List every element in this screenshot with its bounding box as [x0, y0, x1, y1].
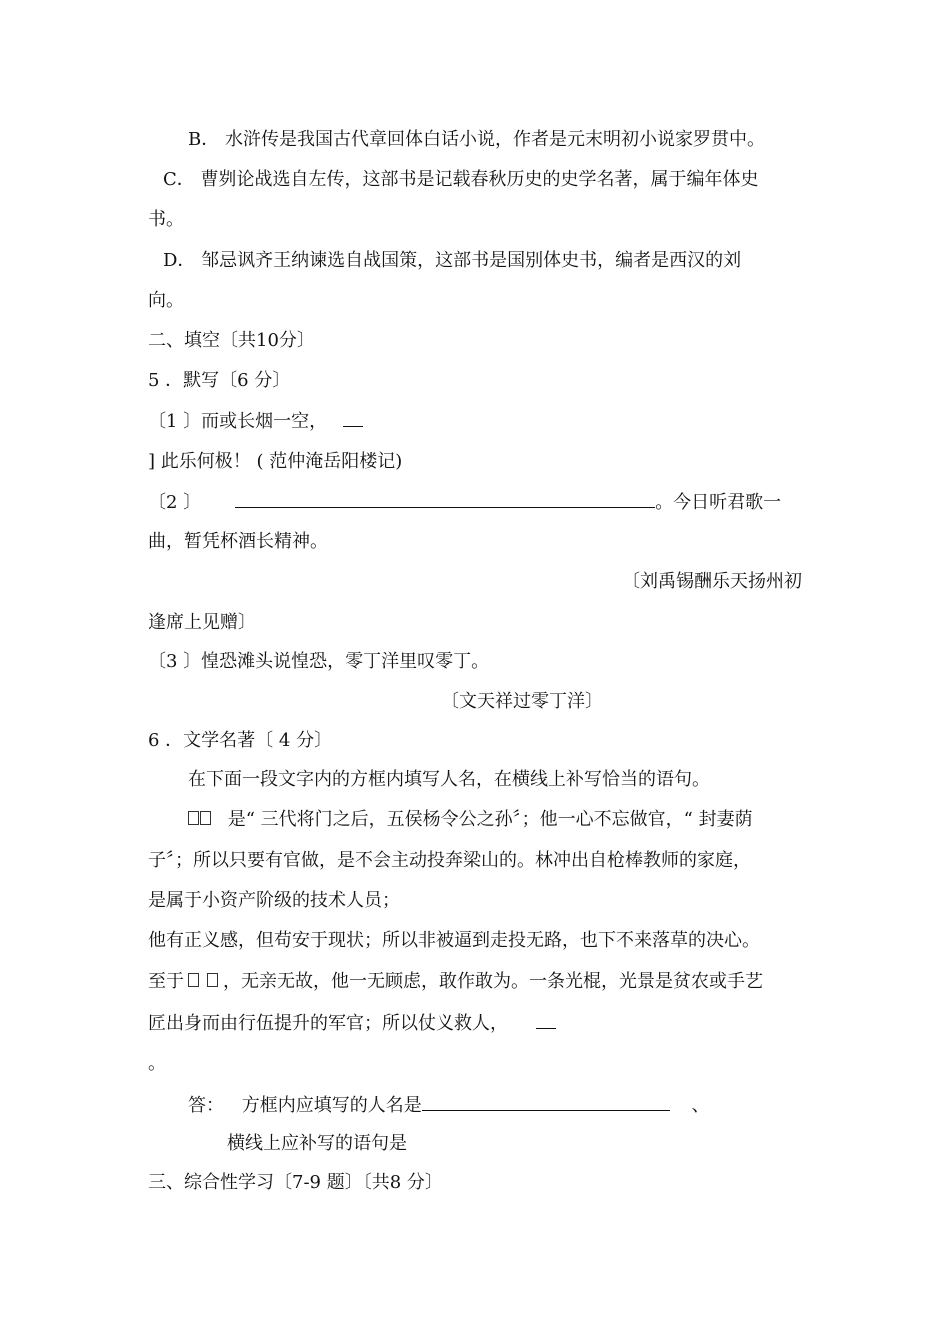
answer-separator: 、 [691, 1095, 710, 1116]
q5-item-2-suffix: 。今日听君歌一 [655, 492, 782, 513]
q6-paragraph-1-text: 是“ 三代将门之后，五侯杨令公之孙〞；他一心不忘做官，“ 封妻荫 [227, 809, 753, 830]
q6-paragraph-3 [148, 970, 763, 994]
q6-answer-sentence: 横线上应补写的语句是 [227, 1133, 407, 1154]
section-2-heading: 二、填空〔共10分〕 [148, 330, 315, 351]
answer-label: 答： [188, 1095, 224, 1116]
q6-sentence-blank[interactable] [536, 1010, 556, 1029]
q6-paragraph-3-end: 。 [148, 1053, 166, 1074]
answer-names-label: 方框内应填写的人名是 [241, 1095, 422, 1116]
option-b: B． 水浒传是我国古代章回体白话小说，作者是元末明初小说家罗贯中。 [188, 129, 765, 150]
name-box-1[interactable] [188, 808, 212, 832]
option-d: D． 邹忌讽齐王纳谏选自战国策，这部书是国别体史书，编者是西汉的刘 [163, 250, 742, 271]
q6-paragraph-3-lead: 至于 [148, 971, 184, 992]
q5-item-3-source: 〔文天祥过零丁洋〕 [441, 691, 603, 712]
q5-item-2-source: 〔刘禹锡酬乐天扬州初 [622, 571, 802, 592]
option-c: C． 曹刿论战选自左传，这部书是记载春秋历史的史学名著，属于编年体史 [163, 169, 759, 190]
q5-item-3: 〔3 〕惶恐滩头说惶恐，零丁洋里叹零丁。 [148, 651, 490, 672]
option-c-cont: 书。 [148, 209, 184, 230]
q5-item-1 [148, 408, 363, 434]
section-3-heading: 三、综合性学习〔7-9 题〕〔共8 分〕 [148, 1172, 443, 1193]
q6-paragraph-1 [188, 808, 753, 832]
question-6-heading: 6 ．文学名著〔 4 分〕 [148, 730, 333, 751]
q5-item-2-blank[interactable] [235, 489, 655, 508]
q5-item-2-source-cont: 逢席上见赠〕 [148, 612, 256, 633]
q6-answer-names [188, 1092, 709, 1118]
q6-paragraph-3-cont [148, 1010, 556, 1036]
q5-item-2-cont: 曲，暂凭杯酒长精神。 [148, 531, 328, 552]
q6-paragraph-1-end: 是属于小资产阶级的技术人员； [148, 890, 400, 911]
question-5-heading: 5 ．默写〔6 分〕 [148, 370, 291, 391]
name-box-2[interactable] [188, 970, 219, 994]
q6-paragraph-2: 他有正义感，但苟安于现状；所以非被逼到走投无路，也下不来落草的决心。 [148, 930, 760, 951]
q5-item-2 [148, 489, 781, 515]
q6-paragraph-3-text: ，无亲无故，他一无顾虑，敢作敢为。一条光棍，光景是贫农或手艺 [223, 971, 763, 992]
answer-names-blank[interactable] [422, 1092, 670, 1111]
q6-paragraph-1-cont: 子〞；所以只要有官做，是不会主动投奔梁山的。林冲出自枪棒教师的家庭， [148, 850, 751, 871]
option-d-cont: 向。 [148, 290, 184, 311]
q5-item-1-text: 〔1 〕而或长烟一空， [148, 411, 328, 432]
q6-instruction: 在下面一段文字内的方框内填写人名，在横线上补写恰当的语句。 [188, 769, 710, 790]
q5-item-2-number: 〔2 〕 [148, 492, 202, 513]
q5-item-1-cont: ] 此乐何极！ ( 范仲淹岳阳楼记) [148, 451, 403, 472]
q6-paragraph-3-cont-text: 匠出身而由行伍提升的军官；所以仗义救人， [148, 1013, 508, 1034]
q5-item-1-blank[interactable] [343, 408, 363, 427]
